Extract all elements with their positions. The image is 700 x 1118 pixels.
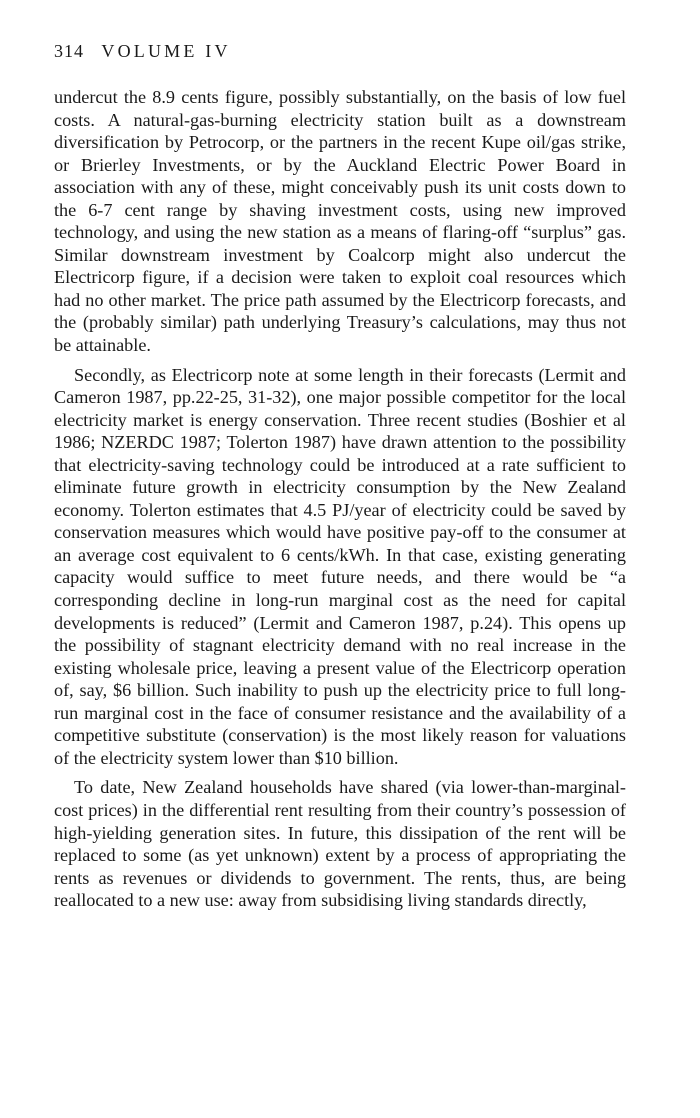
book-page [54, 40, 626, 912]
paragraph-conservation: Secondly, as Electricorp note at some length in their forecasts (Lermit and Cameron 1987, pp.22-25, 31-32), one major possible competitor for the local electricity market is energy conservation. Three recent studies (Boshier et al 1986; NZERDC 1987; Tolerton 1987) have drawn attention to the possibility that electricity-saving technology could be introduced at a rate sufficient to eliminate future growth in electricity consumption by the New Zealand economy. Tolerton estimates that 4.5 PJ/year of electricity could be saved by conservation measures which would have positive pay-off to the consumer at an average cost equivalent to 6 cents/kWh. In that case, existing generating capacity would suffice to meet future needs, and there would be “a corresponding decline in long-run marginal cost as the need for capital developments is reduced” (Lermit and Cameron 1987, p.24). This opens up the possibility of stagnant electricity demand with no real increase in the existing wholesale price, leaving a present value of the Electricorp operation of, say, $6 billion. Such inability to push up the electricity price to full long-run marginal cost in the face of consumer resistance and the availability of a competitive substitute (conservation) is the most likely reason for valuations of the electricity system lower than $10 billion. [54, 364, 626, 768]
page-number: 314 [54, 41, 84, 61]
paragraph-continued: undercut the 8.9 cents figure, possibly substantially, on the basis of low fuel costs. A natural-gas-burning electricity station built as a downstream diversification by Petrocorp, or the partners in the recent Kupe oil/gas strike, or Brierley Investments, or by the Auckland Electric Power Board in association with any of these, might conceivably push its unit costs down to the 6-7 cent range by shaving investment costs, using new improved technology, and using the new station as a means of flaring-off “surplus” gas. Similar downstream investment by Coalcorp might also undercut the Electricorp figure, if a decision were taken to exploit coal resources which had no other market. The price path assumed by the Electricorp forecasts, and the (probably similar) path underlying Treasury’s calculations, may thus not be attainable. [54, 87, 626, 356]
paragraph-rents: To date, New Zealand households have shared (via lower-than-marginal-cost prices) in the differential rent resulting from their country’s possession of high-yielding generation sites. In future, this dissipation of the rent will be replaced to some (as yet unknown) extent by a process of appropriating the rents as revenues or dividends to government. The rents, thus, are being reallocated to a new use: away from subsidising living standards directly, [54, 777, 626, 911]
volume-title: VOLUME IV [101, 41, 231, 61]
running-head [54, 40, 626, 62]
